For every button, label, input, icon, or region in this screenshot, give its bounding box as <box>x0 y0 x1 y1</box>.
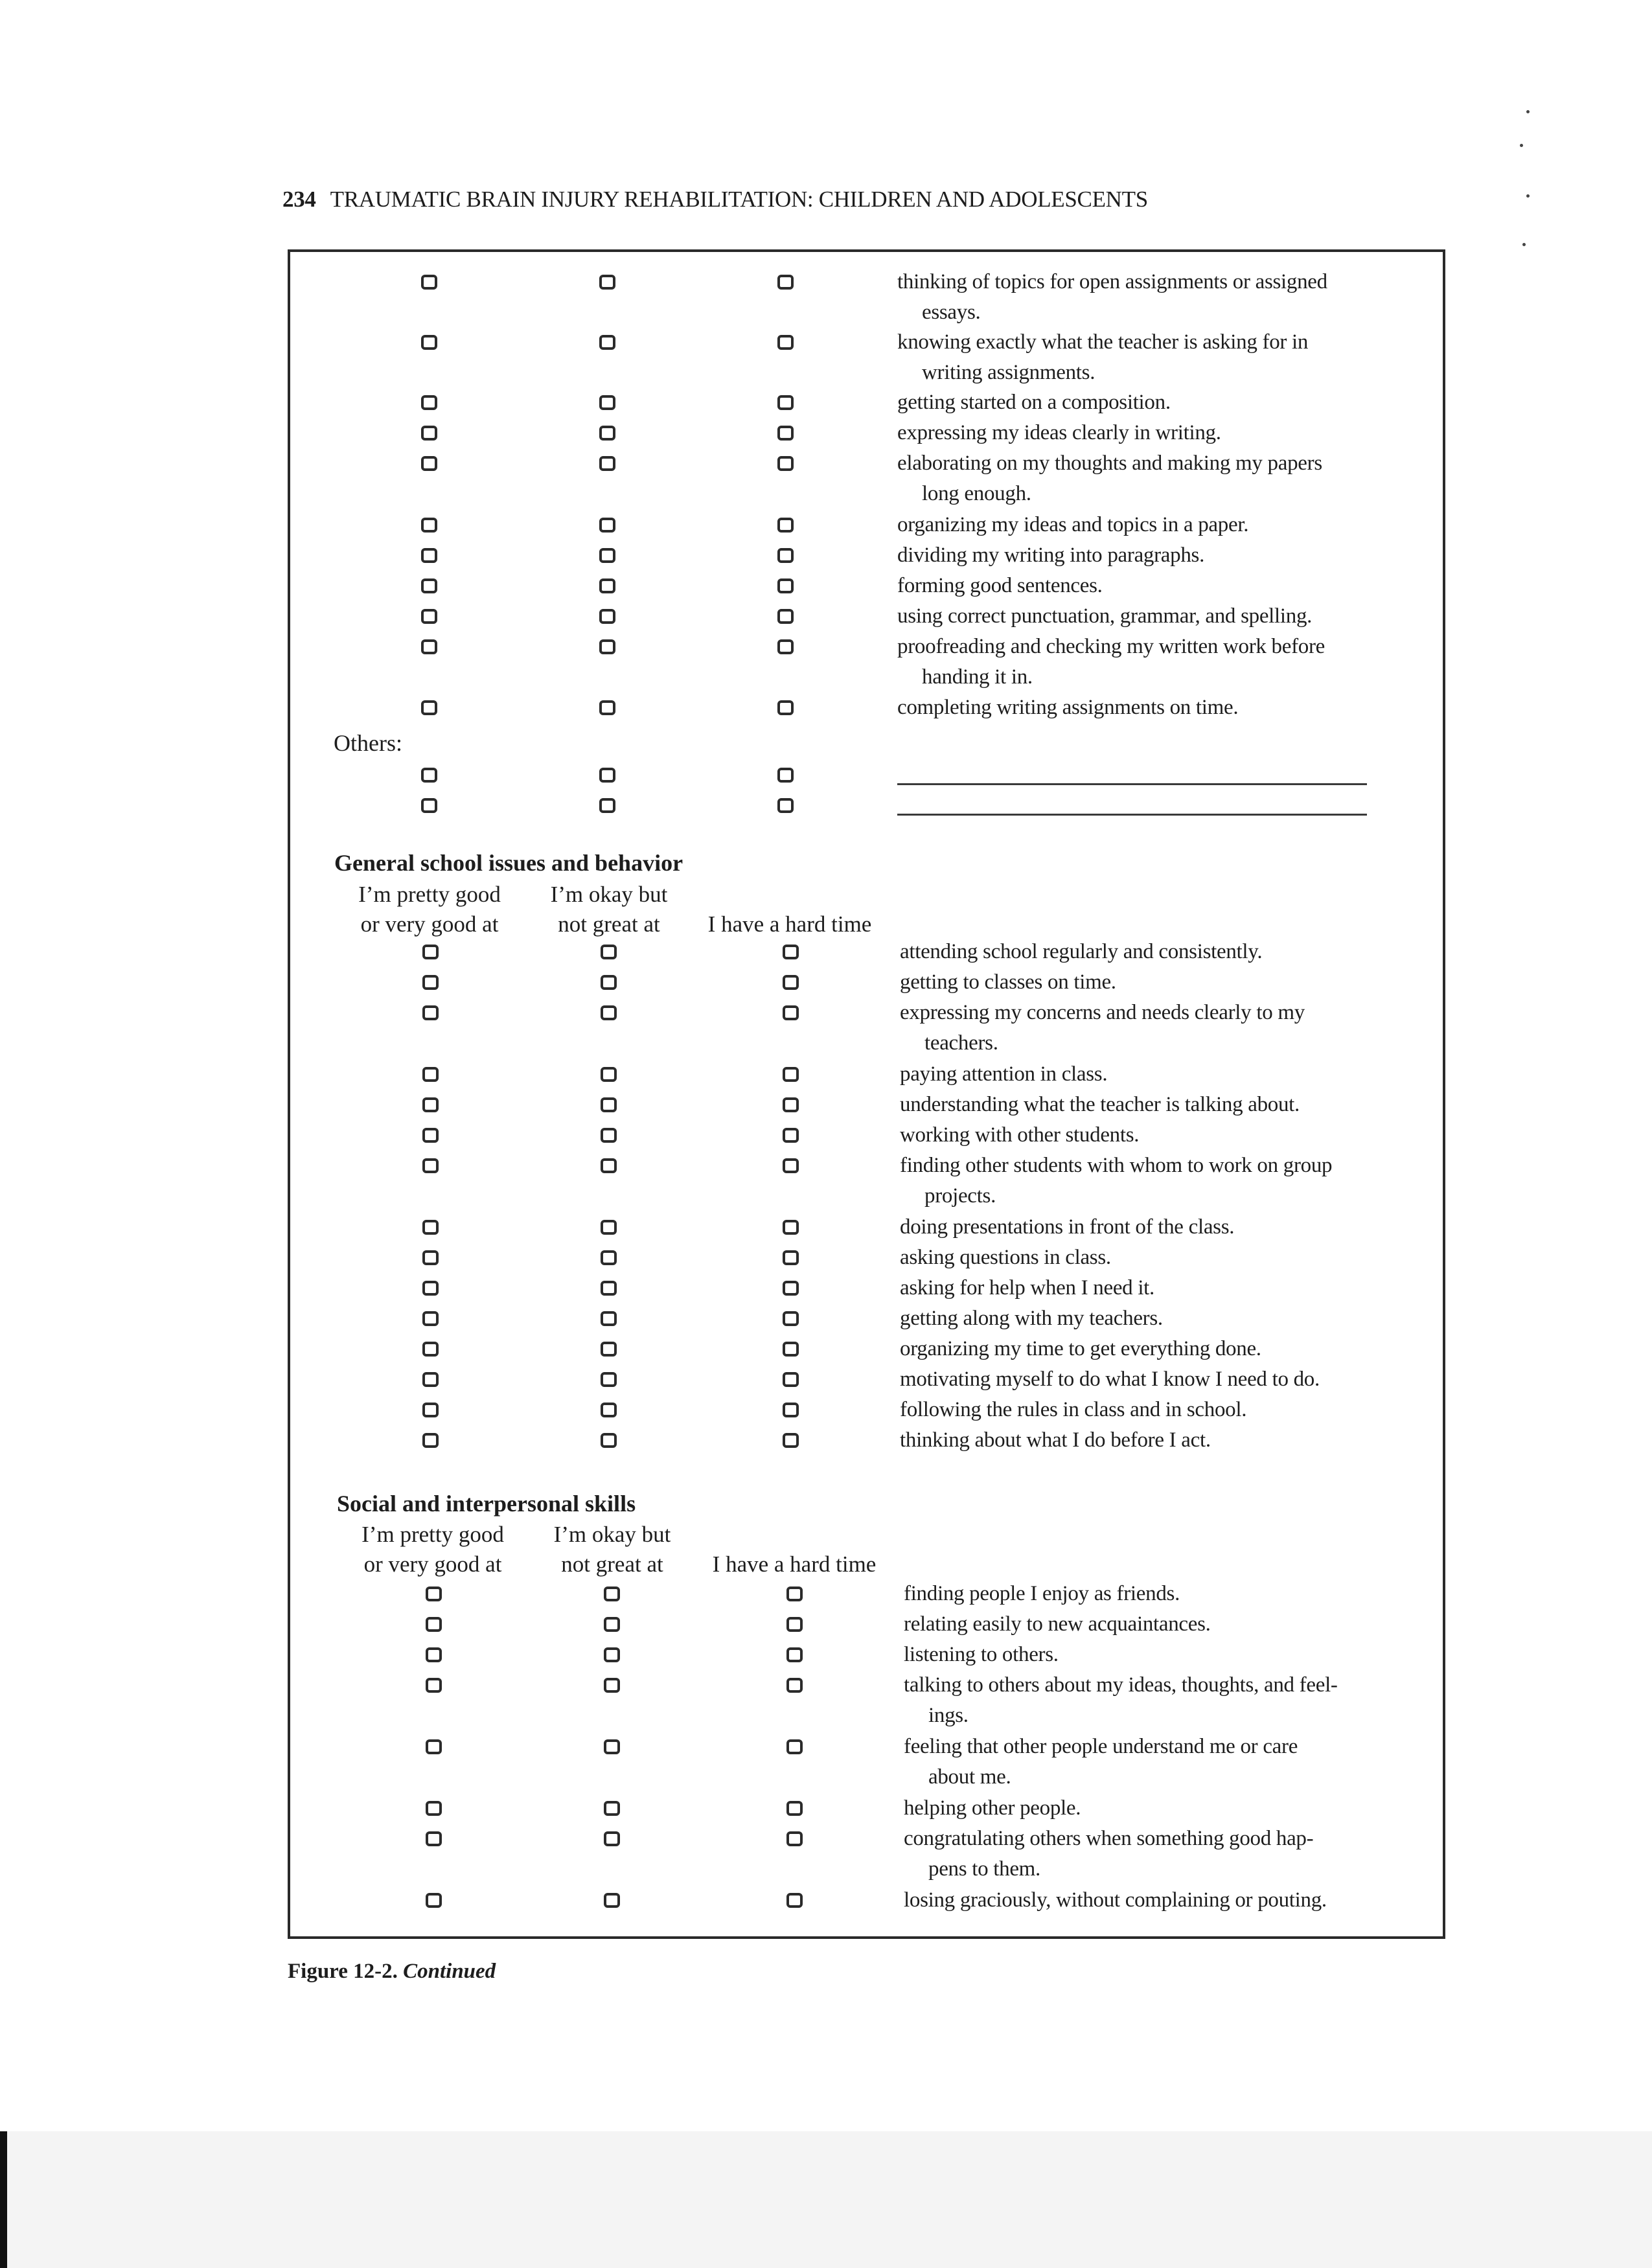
social-col-good-line1: I’m pretty good <box>361 1522 504 1547</box>
social_items-checkbox-hard[interactable] <box>786 1617 803 1632</box>
writing-item-text: completing writing assignments on time. <box>897 696 1239 719</box>
general_items-checkbox-hard[interactable] <box>783 1403 799 1417</box>
general_items-checkbox-good[interactable] <box>422 1342 439 1357</box>
general-col-okay-line2: not great at <box>558 911 660 937</box>
social_items-item-text: congratulating others when something good hap- <box>904 1827 1314 1850</box>
social_items-checkbox-hard[interactable] <box>786 1678 803 1693</box>
general_items-checkbox-hard[interactable] <box>783 1311 799 1326</box>
general_items-item-text: attending school regularly and consistently. <box>900 940 1263 963</box>
social_items-checkbox-good[interactable] <box>426 1801 442 1816</box>
others-write-in-line[interactable] <box>897 814 1367 816</box>
social_items-checkbox-good[interactable] <box>426 1831 442 1846</box>
writing-checkbox-okay[interactable] <box>599 548 615 563</box>
general_items-item-text: doing presentations in front of the class. <box>900 1215 1235 1239</box>
running-header <box>282 187 1148 212</box>
social-col-okay-line2: not great at <box>561 1552 663 1577</box>
general_items-checkbox-good[interactable] <box>422 1097 439 1112</box>
general_items-item-text: understanding what the teacher is talking about. <box>900 1093 1300 1116</box>
social_items-item-text: talking to others about my ideas, thoughts, and feel- <box>904 1673 1338 1697</box>
general_items-checkbox-good[interactable] <box>422 1158 439 1173</box>
general_items-checkbox-okay[interactable] <box>601 1097 617 1112</box>
writing-item-text: organizing my ideas and topics in a paper. <box>897 513 1249 536</box>
general_items-checkbox-hard[interactable] <box>783 1128 799 1143</box>
scan-bottom-band <box>0 2131 1652 2268</box>
general_items-checkbox-good[interactable] <box>422 1220 439 1235</box>
general_items-item-text: motivating myself to do what I know I need to do. <box>900 1368 1320 1391</box>
general_items-checkbox-good[interactable] <box>422 1281 439 1296</box>
scan-edge-bar <box>0 2131 7 2268</box>
social_items-checkbox-good[interactable] <box>426 1647 442 1662</box>
social_items-item-text: relating easily to new acquaintances. <box>904 1612 1211 1636</box>
social_items-checkbox-good[interactable] <box>426 1617 442 1632</box>
social_items-checkbox-okay[interactable] <box>604 1739 620 1754</box>
general_items-checkbox-hard[interactable] <box>783 1433 799 1448</box>
social_items-checkbox-okay[interactable] <box>604 1586 620 1601</box>
general_items-item-text: thinking about what I do before I act. <box>900 1428 1211 1452</box>
social_items-checkbox-good[interactable] <box>426 1678 442 1693</box>
social_items-checkbox-okay[interactable] <box>604 1647 620 1662</box>
general-col-okay-line1: I’m okay but <box>550 882 668 907</box>
general_items-checkbox-good[interactable] <box>422 945 439 959</box>
others-checkbox-good[interactable] <box>421 798 437 813</box>
general_items-item-continuation: projects. <box>924 1184 996 1208</box>
writing-checkbox-okay[interactable] <box>599 426 615 441</box>
writing-checkbox-good[interactable] <box>421 335 437 350</box>
writing-checkbox-hard[interactable] <box>777 456 794 471</box>
social_items-item-continuation: ings. <box>928 1704 969 1727</box>
social_items-checkbox-hard[interactable] <box>786 1801 803 1816</box>
general_items-checkbox-good[interactable] <box>422 1372 439 1387</box>
writing-checkbox-hard[interactable] <box>777 518 794 533</box>
general_items-item-text: expressing my concerns and needs clearly to my <box>900 1001 1305 1024</box>
general_items-checkbox-good[interactable] <box>422 1067 439 1082</box>
general_items-item-text: finding other students with whom to work on group <box>900 1154 1333 1177</box>
writing-item-text: getting started on a composition. <box>897 391 1171 414</box>
writing-checkbox-okay[interactable] <box>599 335 615 350</box>
social_items-checkbox-hard[interactable] <box>786 1647 803 1662</box>
social_items-item-continuation: pens to them. <box>928 1857 1040 1881</box>
writing-checkbox-hard[interactable] <box>777 548 794 563</box>
writing-item-text: expressing my ideas clearly in writing. <box>897 421 1221 444</box>
social_items-checkbox-okay[interactable] <box>604 1678 620 1693</box>
general_items-checkbox-okay[interactable] <box>601 1158 617 1173</box>
writing-item-continuation: long enough. <box>922 482 1031 505</box>
social-col-good-line2: or very good at <box>363 1552 502 1577</box>
writing-checkbox-okay[interactable] <box>599 518 615 533</box>
writing-checkbox-good[interactable] <box>421 275 437 290</box>
social_items-item-text: finding people I enjoy as friends. <box>904 1582 1180 1605</box>
others-checkbox-good[interactable] <box>421 768 437 783</box>
general_items-checkbox-hard[interactable] <box>783 1220 799 1235</box>
others-label: Others: <box>334 730 402 756</box>
writing-checkbox-hard[interactable] <box>777 335 794 350</box>
general_items-item-text: organizing my time to get everything done. <box>900 1337 1261 1360</box>
others-checkbox-okay[interactable] <box>599 768 615 783</box>
social-col-okay-header <box>538 1520 687 1579</box>
scan-speck <box>1526 110 1530 113</box>
general-col-good-header <box>349 880 511 939</box>
general_items-item-text: paying attention in class. <box>900 1062 1108 1086</box>
writing-checkbox-good[interactable] <box>421 456 437 471</box>
social_items-item-continuation: about me. <box>928 1765 1011 1789</box>
general_items-item-text: getting along with my teachers. <box>900 1307 1163 1330</box>
writing-checkbox-hard[interactable] <box>777 609 794 624</box>
writing-checkbox-good[interactable] <box>421 700 437 715</box>
writing-checkbox-okay[interactable] <box>599 700 615 715</box>
general_items-checkbox-hard[interactable] <box>783 1097 799 1112</box>
others-checkbox-hard[interactable] <box>777 768 794 783</box>
general_items-item-text: working with other students. <box>900 1123 1140 1147</box>
social-col-good-header <box>352 1520 514 1579</box>
general-col-good-line2: or very good at <box>360 911 499 937</box>
scan-speck <box>1520 144 1523 147</box>
social_items-checkbox-good[interactable] <box>426 1893 442 1908</box>
writing-checkbox-hard[interactable] <box>777 395 794 410</box>
social-col-hard-header: I have a hard time <box>712 1552 877 1577</box>
general_items-checkbox-okay[interactable] <box>601 1342 617 1357</box>
others-checkbox-okay[interactable] <box>599 798 615 813</box>
general_items-item-text: getting to classes on time. <box>900 970 1116 994</box>
social_items-item-text: feeling that other people understand me or care <box>904 1735 1298 1758</box>
scan-speck <box>1526 194 1530 198</box>
general_items-checkbox-good[interactable] <box>422 1005 439 1020</box>
social_items-checkbox-hard[interactable] <box>786 1586 803 1601</box>
writing-checkbox-okay[interactable] <box>599 395 615 410</box>
social-section-title: Social and interpersonal skills <box>337 1491 636 1517</box>
general_items-item-continuation: teachers. <box>924 1031 998 1055</box>
general_items-checkbox-okay[interactable] <box>601 1281 617 1296</box>
general_items-checkbox-good[interactable] <box>422 975 439 990</box>
general_items-checkbox-okay[interactable] <box>601 975 617 990</box>
writing-item-continuation: writing assignments. <box>922 361 1096 384</box>
writing-checkbox-good[interactable] <box>421 518 437 533</box>
general_items-checkbox-good[interactable] <box>422 1433 439 1448</box>
general_items-checkbox-hard[interactable] <box>783 1250 799 1265</box>
general_items-item-text: following the rules in class and in school. <box>900 1398 1247 1421</box>
writing-checkbox-okay[interactable] <box>599 456 615 471</box>
writing-checkbox-okay[interactable] <box>599 275 615 290</box>
writing-checkbox-hard[interactable] <box>777 578 794 593</box>
general-col-okay-header <box>534 880 683 939</box>
writing-item-text: knowing exactly what the teacher is asking for in <box>897 330 1309 354</box>
general_items-checkbox-okay[interactable] <box>601 1433 617 1448</box>
figure-label: Figure 12-2. <box>288 1960 398 1983</box>
writing-checkbox-okay[interactable] <box>599 639 615 654</box>
social_items-checkbox-good[interactable] <box>426 1739 442 1754</box>
social_items-item-text: losing graciously, without complaining or pouting. <box>904 1888 1327 1912</box>
page-number: 234 <box>282 187 316 212</box>
social_items-checkbox-okay[interactable] <box>604 1831 620 1846</box>
general_items-checkbox-hard[interactable] <box>783 1372 799 1387</box>
writing-item-text: dividing my writing into paragraphs. <box>897 544 1205 567</box>
general-col-hard-header: I have a hard time <box>707 911 872 937</box>
writing-checkbox-good[interactable] <box>421 578 437 593</box>
writing-item-text: forming good sentences. <box>897 574 1103 597</box>
social_items-checkbox-okay[interactable] <box>604 1617 620 1632</box>
general_items-checkbox-okay[interactable] <box>601 1220 617 1235</box>
general_items-checkbox-okay[interactable] <box>601 1311 617 1326</box>
general_items-checkbox-hard[interactable] <box>783 1342 799 1357</box>
writing-checkbox-good[interactable] <box>421 609 437 624</box>
writing-item-text: thinking of topics for open assignments or assigned <box>897 270 1327 293</box>
writing-item-text: proofreading and checking my written work before <box>897 635 1325 658</box>
writing-checkbox-good[interactable] <box>421 639 437 654</box>
general_items-checkbox-good[interactable] <box>422 1250 439 1265</box>
social_items-checkbox-okay[interactable] <box>604 1801 620 1816</box>
social_items-checkbox-hard[interactable] <box>786 1831 803 1846</box>
general_items-checkbox-okay[interactable] <box>601 1128 617 1143</box>
general_items-item-text: asking questions in class. <box>900 1246 1111 1269</box>
general_items-checkbox-okay[interactable] <box>601 1250 617 1265</box>
general_items-checkbox-hard[interactable] <box>783 975 799 990</box>
general_items-checkbox-hard[interactable] <box>783 1281 799 1296</box>
social_items-checkbox-okay[interactable] <box>604 1893 620 1908</box>
general_items-checkbox-okay[interactable] <box>601 1067 617 1082</box>
general_items-checkbox-good[interactable] <box>422 1311 439 1326</box>
writing-item-continuation: handing it in. <box>922 665 1033 689</box>
figure-continued: Continued <box>403 1960 496 1983</box>
social_items-checkbox-hard[interactable] <box>786 1893 803 1908</box>
social_items-item-text: helping other people. <box>904 1796 1081 1820</box>
others-checkbox-hard[interactable] <box>777 798 794 813</box>
scan-speck <box>1522 243 1526 246</box>
general_items-checkbox-okay[interactable] <box>601 1372 617 1387</box>
writing-checkbox-good[interactable] <box>421 548 437 563</box>
writing-checkbox-good[interactable] <box>421 426 437 441</box>
general_items-checkbox-okay[interactable] <box>601 945 617 959</box>
figure-caption <box>288 1960 496 1984</box>
social_items-checkbox-good[interactable] <box>426 1586 442 1601</box>
general-col-good-line1: I’m pretty good <box>358 882 501 907</box>
writing-item-text: using correct punctuation, grammar, and spelling. <box>897 604 1313 628</box>
general_items-checkbox-hard[interactable] <box>783 945 799 959</box>
general_items-item-text: asking for help when I need it. <box>900 1276 1155 1300</box>
writing-checkbox-hard[interactable] <box>777 275 794 290</box>
general_items-checkbox-hard[interactable] <box>783 1158 799 1173</box>
writing-item-text: elaborating on my thoughts and making my papers <box>897 452 1322 475</box>
general_items-checkbox-okay[interactable] <box>601 1005 617 1020</box>
social-col-okay-line1: I’m okay but <box>553 1522 671 1547</box>
general-section-title: General school issues and behavior <box>334 850 683 876</box>
writing-checkbox-hard[interactable] <box>777 700 794 715</box>
writing-checkbox-good[interactable] <box>421 395 437 410</box>
others-write-in-line[interactable] <box>897 783 1367 785</box>
writing-checkbox-okay[interactable] <box>599 609 615 624</box>
social_items-item-text: listening to others. <box>904 1643 1059 1666</box>
writing-checkbox-hard[interactable] <box>777 426 794 441</box>
general_items-checkbox-okay[interactable] <box>601 1403 617 1417</box>
writing-checkbox-okay[interactable] <box>599 578 615 593</box>
general_items-checkbox-good[interactable] <box>422 1128 439 1143</box>
general_items-checkbox-good[interactable] <box>422 1403 439 1417</box>
general_items-checkbox-hard[interactable] <box>783 1067 799 1082</box>
general_items-checkbox-hard[interactable] <box>783 1005 799 1020</box>
writing-checkbox-hard[interactable] <box>777 639 794 654</box>
running-title: TRAUMATIC BRAIN INJURY REHABILITATION: CHILDREN AND ADOLESCENTS <box>330 187 1148 212</box>
social_items-checkbox-hard[interactable] <box>786 1739 803 1754</box>
writing-item-continuation: essays. <box>922 301 981 324</box>
